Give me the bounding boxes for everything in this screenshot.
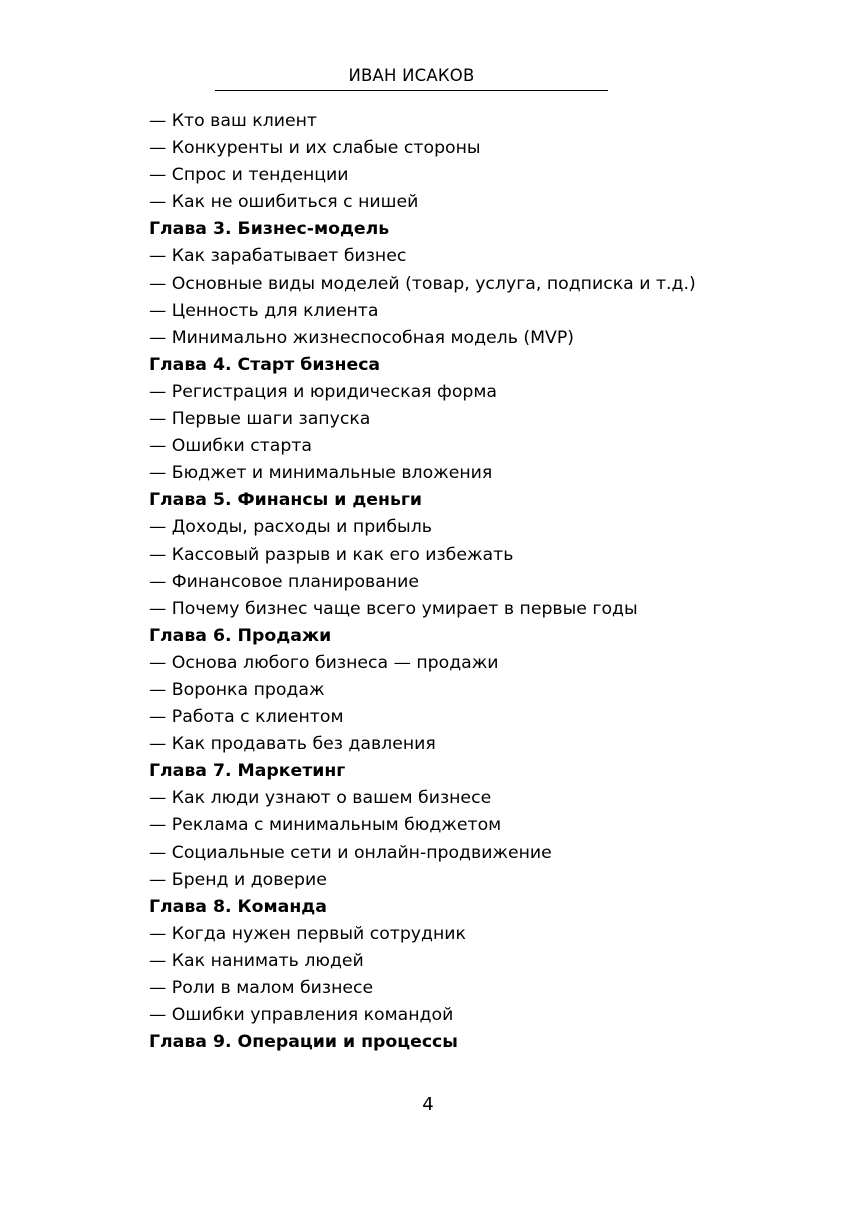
toc-item: — Реклама с минимальным бюджетом (149, 815, 502, 836)
chapter-heading: Глава 7. Маркетинг (149, 761, 346, 782)
chapter-heading: Глава 3. Бизнес-модель (149, 219, 390, 240)
chapter-heading: Глава 5. Финансы и деньги (149, 490, 423, 511)
toc-item: — Ошибки управления командой (149, 1005, 454, 1026)
table-of-contents (149, 108, 749, 1056)
toc-item: — Когда нужен первый сотрудник (149, 923, 466, 944)
toc-item: — Как люди узнают о вашем бизнесе (149, 788, 492, 809)
toc-item: — Ценность для клиента (149, 300, 379, 321)
toc-item: — Кассовый разрыв и как его избежать (149, 544, 514, 565)
chapter-heading: Глава 8. Команда (149, 896, 327, 917)
running-header (215, 62, 608, 91)
toc-item: — Минимально жизнеспособная модель (MVP) (149, 327, 575, 348)
toc-item: — Как нанимать людей (149, 950, 364, 971)
toc-item: — Финансовое планирование (149, 571, 419, 592)
toc-item: — Ошибки старта (149, 436, 313, 457)
toc-item: — Основные виды моделей (товар, услуга, подписка и т.д.) (149, 273, 696, 294)
toc-item: — Работа с клиентом (149, 707, 344, 728)
author-name: ИВАН ИСАКОВ (348, 66, 475, 85)
chapter-heading: Глава 4. Старт бизнеса (149, 354, 381, 375)
toc-item: — Спрос и тенденции (149, 165, 349, 186)
page-number: 4 (422, 1094, 434, 1115)
toc-item: — Кто ваш клиент (149, 111, 317, 131)
toc-item: — Конкуренты и их слабые стороны (149, 138, 481, 159)
toc-item: — Первые шаги запуска (149, 409, 371, 430)
toc-item: — Бренд и доверие (149, 869, 327, 890)
chapter-heading: Глава 6. Продажи (149, 625, 332, 646)
toc-item: — Бюджет и минимальные вложения (149, 463, 493, 484)
toc-item: — Доходы, расходы и прибыль (149, 517, 432, 538)
toc-item: — Как зарабатывает бизнес (149, 246, 407, 267)
toc-item: — Социальные сети и онлайн-продвижение (149, 842, 552, 863)
toc-item: — Регистрация и юридическая форма (149, 381, 498, 402)
chapter-heading: Глава 9. Операции и процессы (149, 1032, 458, 1053)
toc-item: — Роли в малом бизнесе (149, 978, 374, 998)
toc-item: — Воронка продаж (149, 679, 325, 700)
toc-item: — Как не ошибиться с нишей (149, 192, 419, 213)
toc-item: — Основа любого бизнеса — продажи (149, 652, 499, 673)
toc-item: — Как продавать без давления (149, 734, 436, 755)
toc-item: — Почему бизнес чаще всего умирает в первые годы (149, 598, 638, 619)
